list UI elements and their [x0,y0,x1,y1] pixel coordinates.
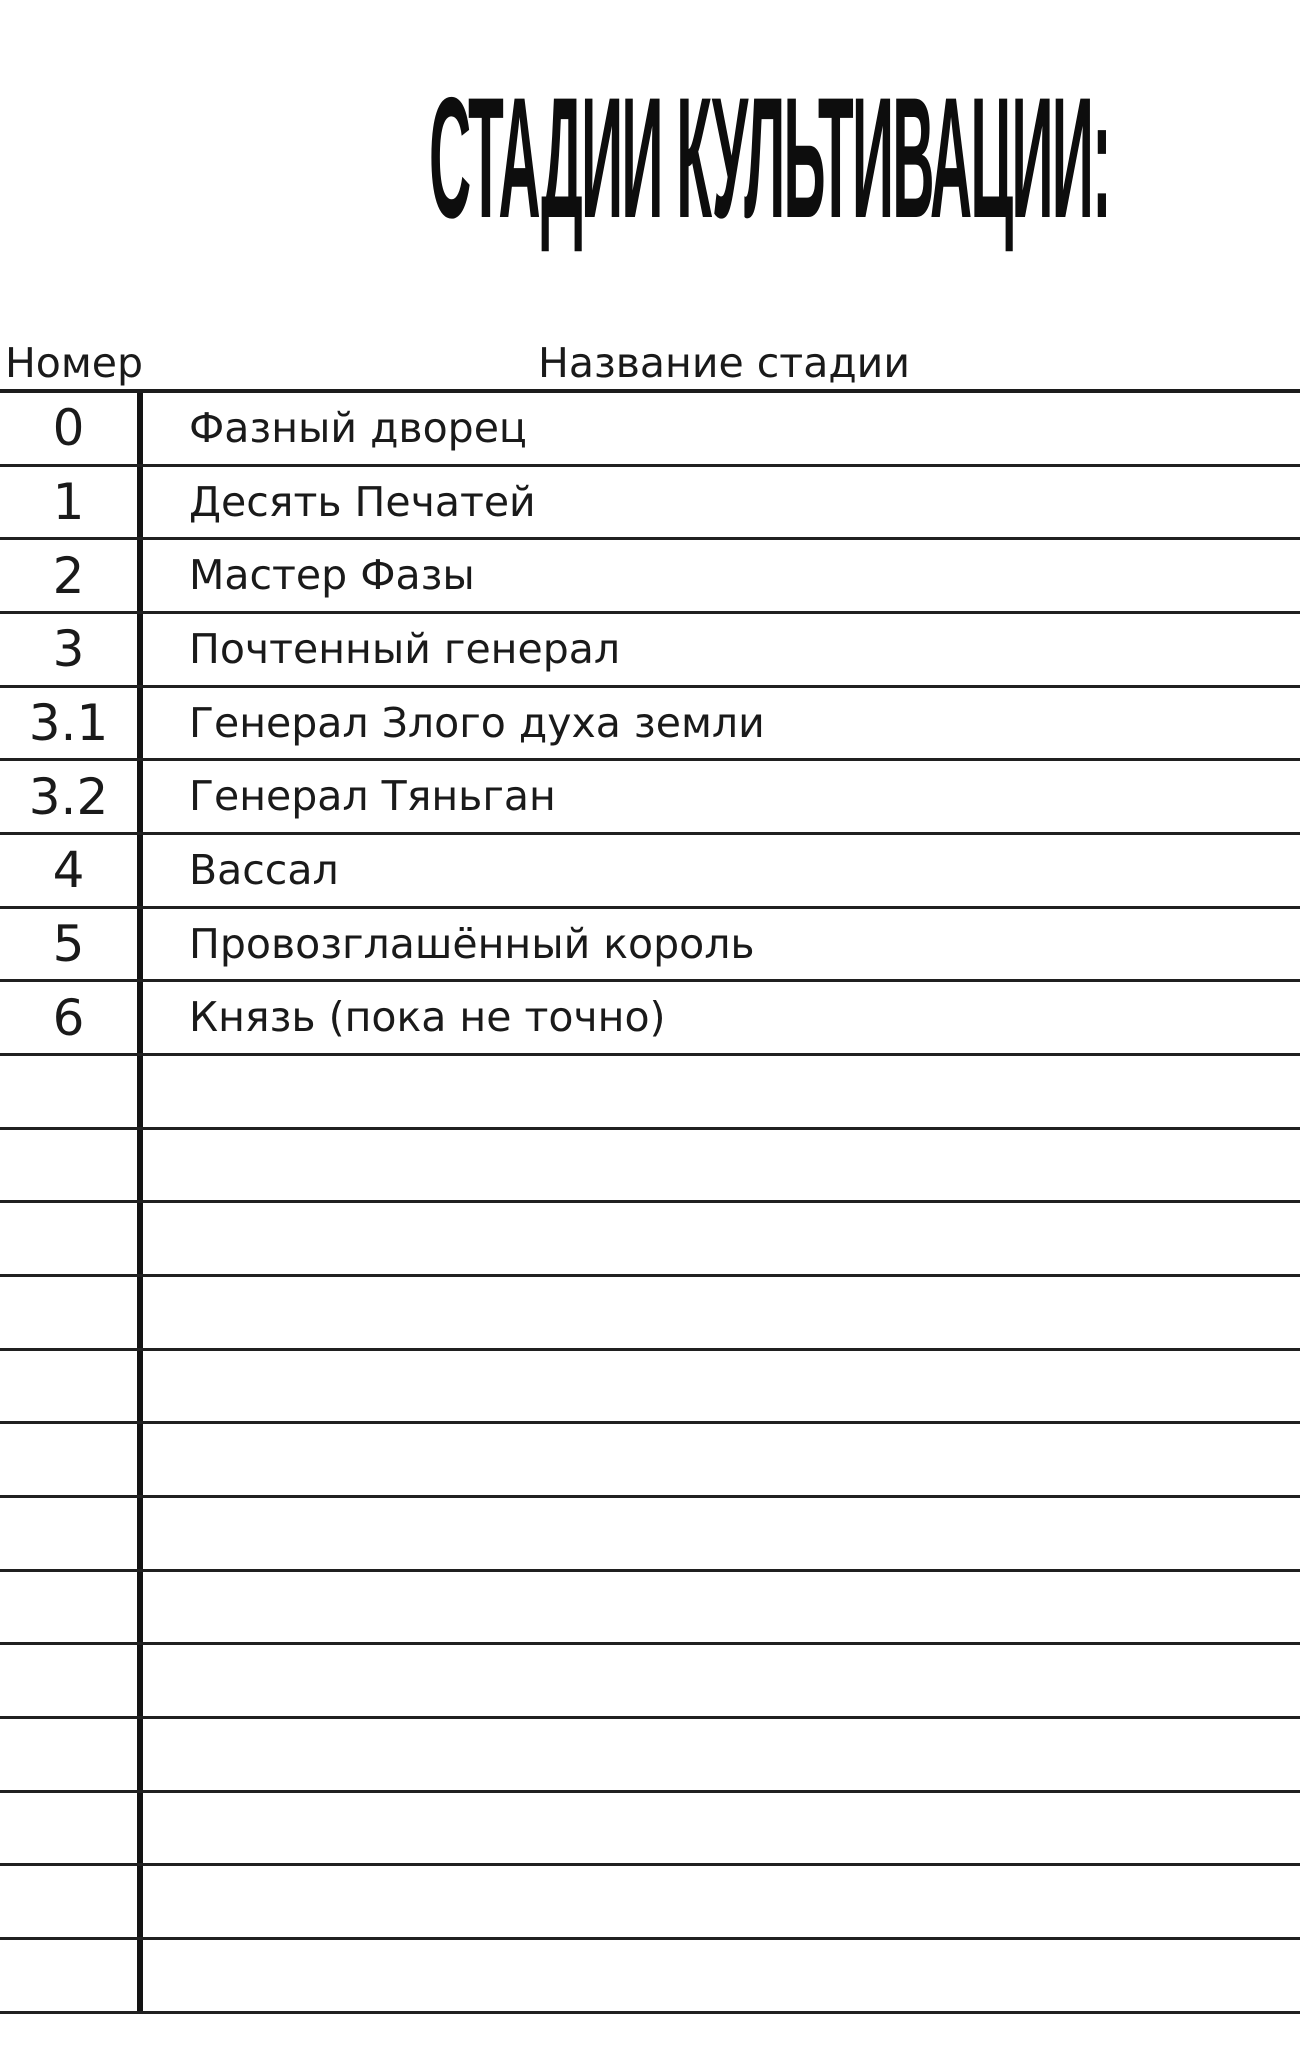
table-row [0,982,1300,1056]
stage-name: Почтенный генерал [189,624,621,673]
empty-table-row [0,1866,1300,1940]
empty-table-row [0,1719,1300,1793]
stage-name: Фазный дворец [189,403,527,452]
empty-number-cell [0,1645,143,1716]
empty-number-cell [0,1866,143,1937]
stages-table [0,393,1300,2014]
empty-table-row [0,1351,1300,1425]
empty-name-cell [143,1793,1300,1864]
stage-number: 3.2 [0,761,143,832]
stage-name: Генерал Тяньган [189,772,556,821]
table-row [0,835,1300,909]
empty-number-cell [0,1277,143,1348]
empty-table-row [0,1203,1300,1277]
empty-number-cell [0,1056,143,1127]
stage-name: Генерал Злого духа земли [189,698,765,747]
empty-table-row [0,1130,1300,1204]
empty-name-cell [143,1130,1300,1201]
empty-table-row [0,1572,1300,1646]
empty-table-row [0,1498,1300,1572]
column-header-number: Номер [4,338,144,387]
empty-table-row [0,1424,1300,1498]
stage-number: 5 [0,909,143,980]
empty-table-row [0,1793,1300,1867]
empty-table-row [0,1645,1300,1719]
table-row [0,540,1300,614]
empty-name-cell [143,1056,1300,1127]
table-row [0,467,1300,541]
table-header [0,332,1300,386]
empty-name-cell [143,1940,1300,2011]
stage-number: 3 [0,614,143,685]
stage-number: 3.1 [0,688,143,759]
stage-name: Провозглашённый король [189,919,755,968]
empty-number-cell [0,1203,143,1274]
empty-name-cell [143,1719,1300,1790]
empty-number-cell [0,1719,143,1790]
empty-name-cell [143,1645,1300,1716]
empty-table-row [0,1056,1300,1130]
empty-number-cell [0,1498,143,1569]
empty-name-cell [143,1498,1300,1569]
stage-number: 2 [0,540,143,611]
stage-number: 4 [0,835,143,906]
page-title: СТАДИИ КУЛЬТИВАЦИИ: [429,62,1110,254]
empty-name-cell [143,1277,1300,1348]
stage-number: 6 [0,982,143,1053]
empty-number-cell [0,1572,143,1643]
empty-number-cell [0,1424,143,1495]
table-row [0,688,1300,762]
empty-number-cell [0,1130,143,1201]
table-row [0,393,1300,467]
empty-table-row [0,1277,1300,1351]
table-row [0,614,1300,688]
empty-number-cell [0,1793,143,1864]
empty-number-cell [0,1940,143,2011]
empty-table-row [0,1940,1300,2014]
stage-name: Десять Печатей [189,477,536,526]
table-row [0,909,1300,983]
stage-name: Мастер Фазы [189,551,475,600]
stage-number: 0 [0,393,143,464]
empty-number-cell [0,1351,143,1422]
column-header-name: Название стадии [538,338,910,387]
stage-name: Вассал [189,845,339,894]
empty-name-cell [143,1203,1300,1274]
empty-name-cell [143,1866,1300,1937]
empty-name-cell [143,1351,1300,1422]
stage-name: Князь (пока не точно) [189,993,666,1042]
empty-name-cell [143,1424,1300,1495]
stage-number: 1 [0,467,143,538]
empty-name-cell [143,1572,1300,1643]
table-row [0,761,1300,835]
